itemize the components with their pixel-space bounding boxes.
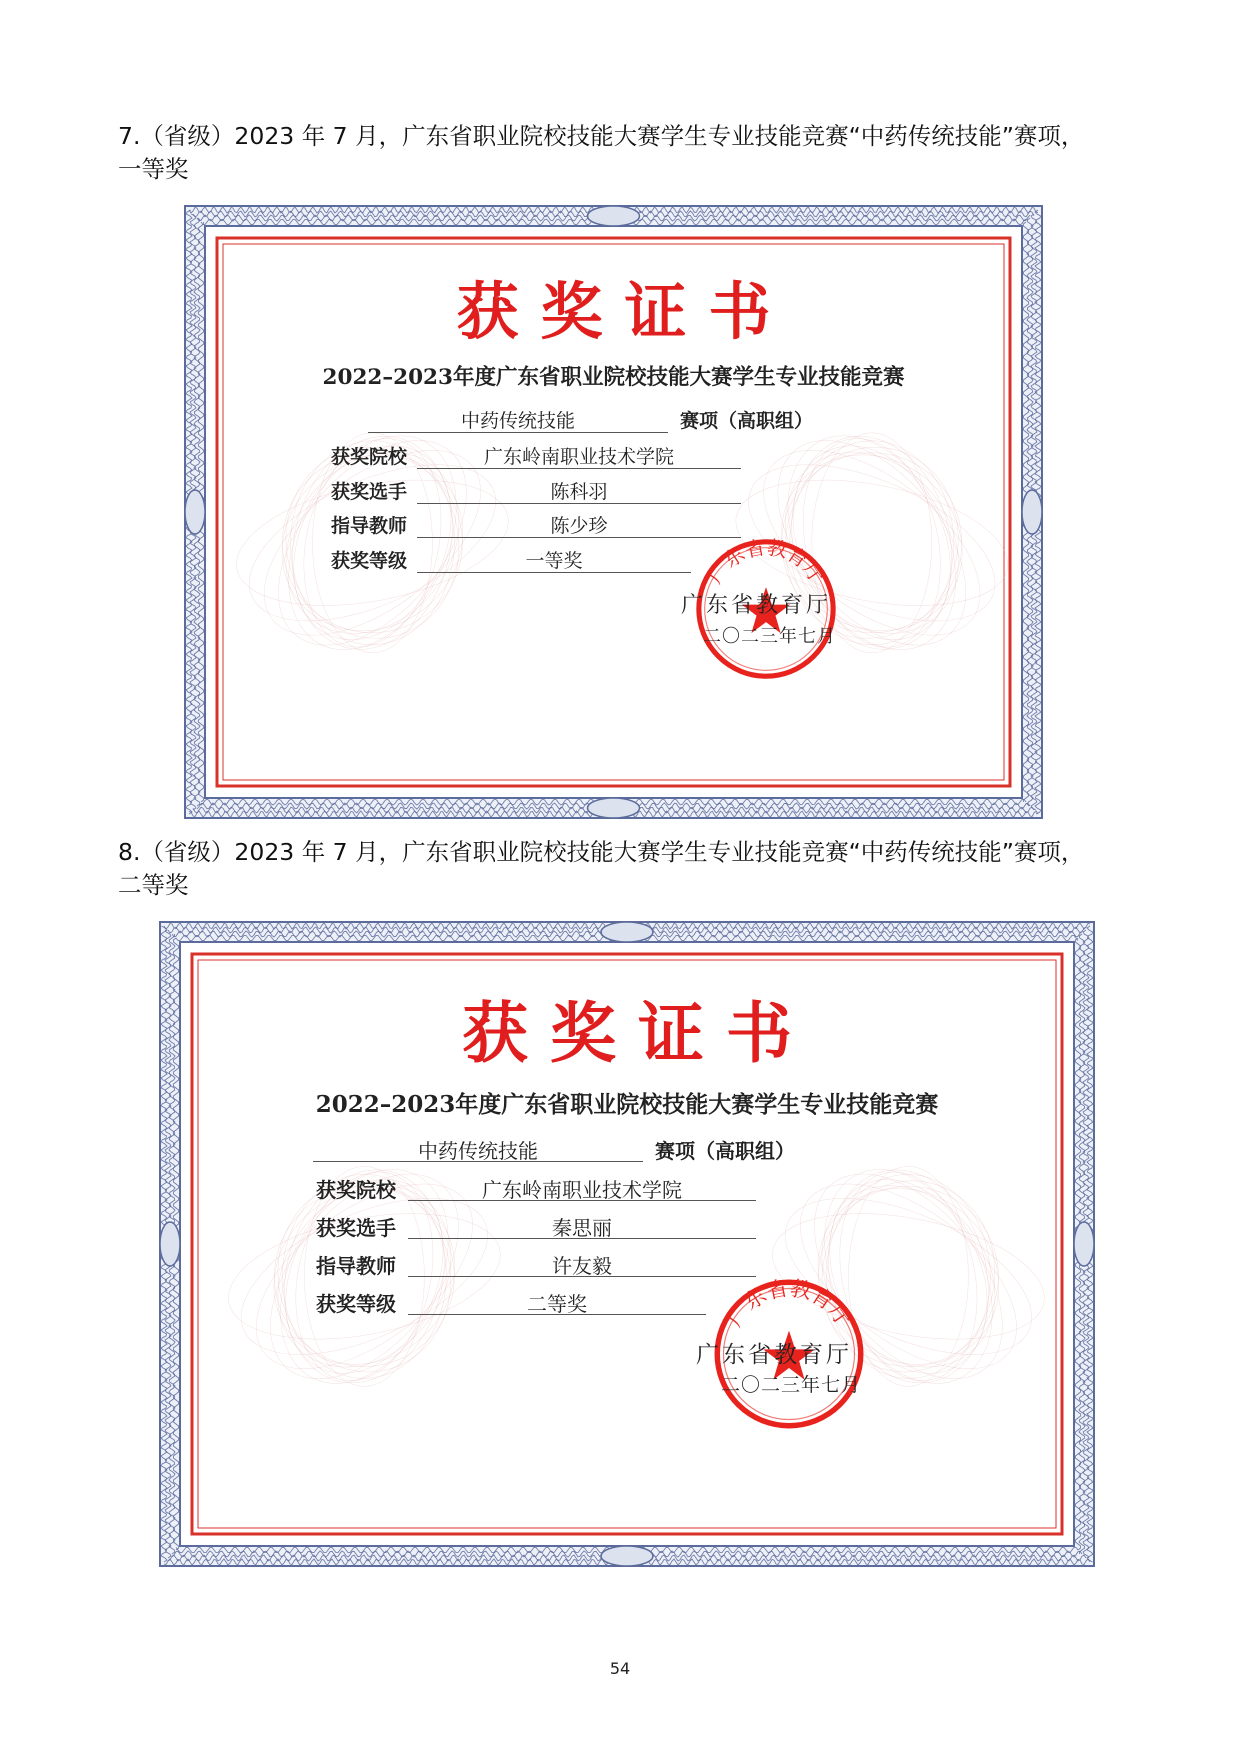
teacher-label: 指导教师	[331, 515, 408, 537]
teacher-value: 陈少珍	[550, 515, 608, 537]
teacher-row	[316, 1250, 756, 1278]
school-label: 获奖院校	[316, 1178, 396, 1202]
student-value: 陈科羽	[550, 481, 608, 503]
level-value: 二等奖	[527, 1292, 587, 1316]
event-suffix: 赛项（高职组）	[680, 410, 814, 432]
issuer-name: 广东省教育厅	[696, 1342, 852, 1368]
seal-text: 广东省教育厅	[703, 536, 829, 588]
certificate-subtitle: 2022–2023年度广东省职业院校技能大赛学生专业技能竞赛	[315, 1091, 939, 1118]
student-value: 秦思丽	[552, 1216, 612, 1240]
award-certificate-1	[183, 204, 1044, 820]
school-value: 广东岭南职业技术学院	[482, 1178, 682, 1202]
level-label: 获奖等级	[331, 550, 408, 572]
school-row	[316, 1174, 756, 1202]
issue-date: 二〇二三年七月	[703, 626, 836, 647]
seal-text: 广东省教育厅	[721, 1276, 857, 1331]
award-certificate-2	[158, 920, 1096, 1568]
certificate-title: 获奖证书	[456, 275, 793, 348]
teacher-row	[331, 511, 741, 539]
event-value: 中药传统技能	[418, 1139, 538, 1163]
event-value: 中药传统技能	[460, 410, 575, 432]
certificate-title: 获奖证书	[462, 994, 814, 1072]
level-row	[331, 546, 691, 574]
issue-date: 二〇二三年七月	[721, 1374, 862, 1396]
school-value: 广东岭南职业技术学院	[483, 446, 674, 468]
teacher-label: 指导教师	[316, 1254, 396, 1278]
event-row	[313, 1135, 833, 1163]
student-label: 获奖选手	[316, 1216, 396, 1240]
school-row	[331, 442, 741, 470]
page-number: 54	[609, 1659, 631, 1678]
level-row	[316, 1288, 706, 1316]
caption-line-2: 二等奖	[118, 871, 189, 899]
caption-line-1: 8.（省级）2023 年 7 月，广东省职业院校技能大赛学生专业技能竞赛“中药传统技能”赛项，	[118, 838, 1085, 866]
level-label: 获奖等级	[316, 1292, 396, 1316]
event-row	[368, 406, 838, 434]
award-caption-1	[118, 120, 1128, 186]
event-suffix: 赛项（高职组）	[655, 1139, 795, 1163]
teacher-value: 许友毅	[552, 1254, 612, 1278]
caption-line-2: 一等奖	[118, 155, 189, 183]
school-label: 获奖院校	[331, 446, 408, 468]
issuer-name: 广东省教育厅	[681, 593, 832, 618]
certificate-subtitle: 2022–2023年度广东省职业院校技能大赛学生专业技能竞赛	[322, 365, 905, 390]
student-row	[316, 1212, 756, 1240]
student-label: 获奖选手	[331, 481, 408, 503]
student-row	[331, 477, 741, 505]
caption-line-1: 7.（省级）2023 年 7 月，广东省职业院校技能大赛学生专业技能竞赛“中药传统技能”赛项，	[118, 122, 1085, 150]
award-caption-2	[118, 836, 1128, 902]
level-value: 一等奖	[525, 550, 583, 572]
